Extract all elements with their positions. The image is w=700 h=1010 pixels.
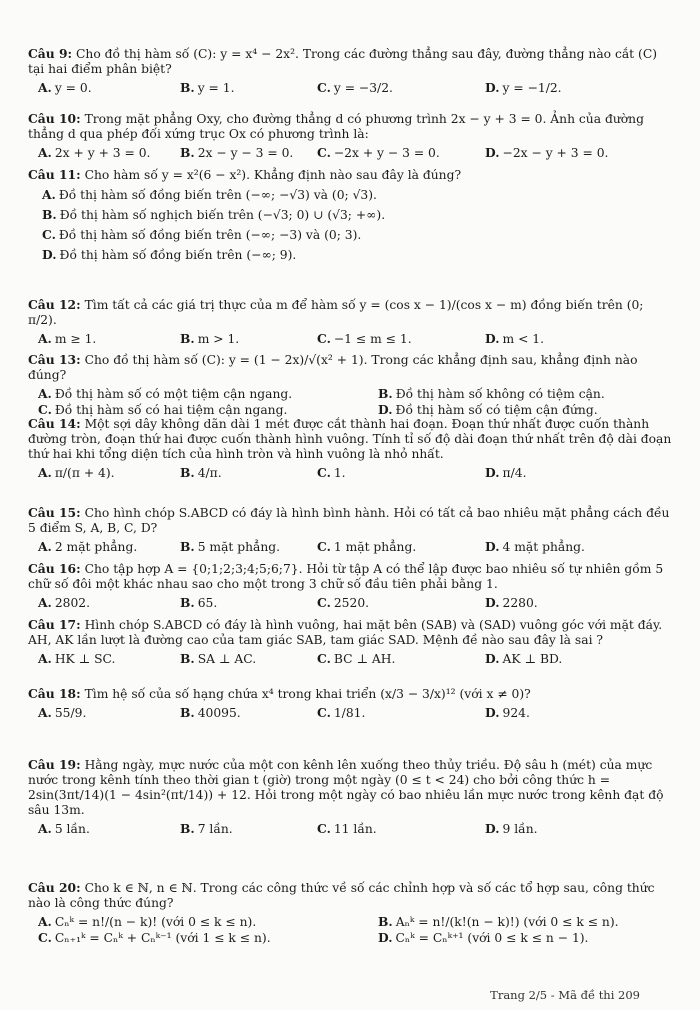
option-text: −1 ≤ m ≤ 1. [333,332,412,346]
option-text: 9 lần. [502,822,538,836]
answer-option[interactable] [485,821,673,837]
option-text: Cₙᵏ = Cₙᵏ⁺¹ (với 0 ≤ k ≤ n − 1). [395,931,589,945]
question-text: Cho k ∈ ℕ, n ∈ ℕ. Trong các công thức về số các chỉnh hợp và số các tổ hợp sau, công thức nào là công thức đúng? [28,881,655,910]
option-text: Đồ thị hàm số nghịch biến trên (−√3; 0) ∪ (√3; +∞). [59,208,386,222]
option-letter: B. [180,331,195,346]
answer-option[interactable] [317,595,485,611]
option-text: 4 mặt phẳng. [502,540,585,554]
answer-option[interactable] [317,705,485,721]
option-text: HK ⊥ SC. [54,652,116,666]
answer-option[interactable] [180,539,317,555]
option-letter: B. [42,207,57,222]
answer-option[interactable] [317,539,485,555]
question-stem [28,880,673,911]
option-text: 4/π. [197,466,222,480]
option-letter: A. [38,539,52,554]
question-text: Cho đồ thị hàm số (C): y = (1 − 2x)/√(x² + 1). Trong các khẳng định sau, khẳng định nào đúng? [28,353,638,382]
answer-option[interactable] [378,914,673,930]
question-stem [28,561,673,592]
answer-option[interactable] [42,187,673,203]
option-text: 1. [333,466,346,480]
question-13 [28,352,673,418]
answer-option[interactable] [180,651,317,667]
option-letter: B. [180,705,195,720]
question-text: Hình chóp S.ABCD có đáy là hình vuông, hai mặt bên (SAB) và (SAD) vuông góc với mặt đáy. AH, AK lần lượt là đường cao của tam giác SAB, tam giác SAD. Mệnh đề nào sau đây là sai ? [28,618,663,647]
option-letter: A. [38,80,52,95]
option-letter: C. [317,595,331,610]
question-text: Cho hàm số y = x²(6 − x²). Khẳng định nào sau đây là đúng? [84,168,462,182]
answer-option[interactable] [38,145,180,161]
option-text: m ≥ 1. [54,332,97,346]
answer-option[interactable] [38,331,180,347]
answer-options [28,821,673,837]
option-letter: C. [317,331,331,346]
question-15 [28,505,673,555]
answer-option[interactable] [42,247,673,263]
option-letter: D. [485,539,500,554]
answer-option[interactable] [38,595,180,611]
option-text: 2280. [502,596,538,610]
option-letter: D. [485,465,500,480]
option-letter: A. [38,465,52,480]
option-text: Cₙ₊₁ᵏ = Cₙᵏ + Cₙᵏ⁻¹ (với 1 ≤ k ≤ n). [54,931,271,945]
page-footer: Trang 2/5 - Mã đề thi 209 [490,988,640,1002]
answer-option[interactable] [485,705,673,721]
option-letter: B. [180,821,195,836]
answer-options [28,705,673,721]
option-letter: D. [485,651,500,666]
option-text: y = 0. [54,81,92,95]
answer-options [28,187,673,263]
question-stem [28,416,673,462]
answer-option[interactable] [38,386,378,402]
option-text: π/4. [502,466,527,480]
question-stem [28,297,673,328]
option-text: π/(π + 4). [54,466,115,480]
option-letter: A. [38,331,52,346]
answer-option[interactable] [317,331,485,347]
answer-option[interactable] [378,930,673,946]
option-text: AK ⊥ BD. [502,652,563,666]
option-text: Đồ thị hàm số đồng biến trên (−∞; −√3) và (0; √3). [58,188,377,202]
question-stem [28,111,673,142]
question-20 [28,880,673,946]
answer-option[interactable] [38,930,378,946]
option-letter: B. [180,145,195,160]
option-text: m > 1. [197,332,240,346]
option-letter: C. [317,80,331,95]
answer-option[interactable] [38,651,180,667]
option-letter: D. [42,247,57,262]
option-text: −2x + y − 3 = 0. [333,146,440,160]
option-text: 2x − y − 3 = 0. [197,146,294,160]
option-letter: B. [180,80,195,95]
option-letter: B. [180,595,195,610]
option-text: BC ⊥ AH. [333,652,396,666]
question-16 [28,561,673,611]
question-9 [28,46,673,96]
option-text: Đồ thị hàm số đồng biến trên (−∞; 9). [59,248,297,262]
answer-option[interactable] [317,821,485,837]
question-label: Câu 12: [28,297,81,312]
option-text: Đồ thị hàm số đồng biến trên (−∞; −3) và (0; 3). [58,228,362,242]
answer-option[interactable] [485,80,673,96]
answer-option[interactable] [180,595,317,611]
option-text: 5 lần. [54,822,90,836]
answer-option[interactable] [485,595,673,611]
option-letter: D. [378,930,393,945]
answer-option[interactable] [485,651,673,667]
question-17 [28,617,673,667]
answer-option[interactable] [42,207,673,223]
option-letter: A. [42,187,56,202]
answer-option[interactable] [180,465,317,481]
question-stem [28,46,673,77]
option-letter: A. [38,145,52,160]
option-letter: A. [38,821,52,836]
answer-options [28,386,673,418]
question-label: Câu 13: [28,352,81,367]
option-text: 1/81. [333,706,366,720]
question-label: Câu 18: [28,686,81,701]
question-label: Câu 17: [28,617,81,632]
question-text: Cho tập hợp A = {0;1;2;3;4;5;6;7}. Hỏi từ tập A có thể lập được bao nhiêu số tự nhiên gồm 5 chữ số đôi một khác nhau sao cho một trong 3 chữ số đầu tiên phải bằng 1. [28,562,664,591]
option-letter: C. [317,821,331,836]
option-letter: D. [485,331,500,346]
answer-option[interactable] [317,80,485,96]
option-text: 2x + y + 3 = 0. [54,146,151,160]
question-12 [28,297,673,347]
answer-option[interactable] [38,465,180,481]
question-stem [28,757,673,818]
option-text: 55/9. [54,706,87,720]
option-text: 2 mặt phẳng. [54,540,138,554]
question-stem [28,686,673,702]
answer-option[interactable] [485,539,673,555]
answer-options [28,331,673,347]
answer-option[interactable] [180,331,317,347]
option-text: −2x − y + 3 = 0. [502,146,609,160]
option-text: Đồ thị hàm số có một tiệm cận ngang. [54,387,293,401]
option-text: y = −3/2. [333,81,393,95]
question-stem [28,617,673,648]
option-letter: C. [317,705,331,720]
question-label: Câu 14: [28,416,81,431]
answer-option[interactable] [180,705,317,721]
option-text: 11 lần. [333,822,377,836]
answer-option[interactable] [38,705,180,721]
question-text: Tìm tất cả các giá trị thực của m để hàm số y = (cos x − 1)/(cos x − m) đồng biến trên (0; π/2). [28,298,644,327]
option-letter: D. [485,80,500,95]
option-letter: D. [378,402,393,417]
option-text: Aₙᵏ = n!/(k!(n − k)!) (với 0 ≤ k ≤ n). [395,915,619,929]
question-label: Câu 20: [28,880,81,895]
option-letter: C. [317,539,331,554]
option-text: 924. [502,706,530,720]
question-text: Cho đồ thị hàm số (C): y = x⁴ − 2x². Trong các đường thẳng sau đây, đường thẳng nào cắt (C) tại hai điểm phân biệt? [28,47,658,76]
answer-option[interactable] [38,80,180,96]
question-text: Trong mặt phẳng Oxy, cho đường thẳng d có phương trình 2x − y + 3 = 0. Ảnh của đường thẳng d qua phép đối xứng trục Ox có phương trình là: [28,112,644,141]
question-label: Câu 9: [28,46,73,61]
option-text: 2802. [54,596,91,610]
question-label: Câu 16: [28,561,81,576]
option-text: SA ⊥ AC. [197,652,257,666]
answer-option[interactable] [38,539,180,555]
option-letter: C. [317,465,331,480]
option-letter: B. [378,386,393,401]
option-letter: B. [378,914,393,929]
question-text: Hằng ngày, mực nước của một con kênh lên xuống theo thủy triều. Độ sâu h (mét) của mực nước trong kênh tính theo thời gian t (giờ) trong một ngày (0 ≤ t < 24) cho bởi công thức h = 2sin(3πt/14)(1 − 4sin²(πt/14)) + 12. Hỏi trong một ngày có bao nhiêu lần mực nước trong kênh đạt độ sâu 13m. [28,758,664,817]
question-text: Một sợi dây không dãn dài 1 mét được cắt thành hai đoạn. Đoạn thứ nhất được cuốn thành đường tròn, đoạn thứ hai được cuốn thành hình vuông. Tính tỉ số độ dài đoạn thứ nhất trên độ dài đoạn thứ hai khi tổng diện tích của hình tròn và hình vuông là nhỏ nhất. [28,417,672,461]
option-text: 2520. [333,596,370,610]
question-label: Câu 10: [28,111,81,126]
answer-option[interactable] [38,914,378,930]
question-stem [28,505,673,536]
answer-option[interactable] [378,386,673,402]
option-letter: B. [180,465,195,480]
option-letter: A. [38,595,52,610]
option-letter: A. [38,386,52,401]
answer-option[interactable] [180,821,317,837]
option-text: 1 mặt phẳng. [333,540,417,554]
option-letter: B. [180,651,195,666]
answer-options [28,80,673,96]
question-10 [28,111,673,161]
answer-options [28,145,673,161]
answer-options [28,539,673,555]
answer-options [28,651,673,667]
option-letter: C. [317,145,331,160]
answer-option[interactable] [485,331,673,347]
answer-option[interactable] [42,227,673,243]
option-text: y = 1. [197,81,235,95]
option-text: Đồ thị hàm số có hai tiệm cận ngang. [54,403,288,417]
question-stem [28,352,673,383]
question-label: Câu 19: [28,757,81,772]
answer-option[interactable] [317,465,485,481]
answer-option[interactable] [180,145,317,161]
question-18 [28,686,673,721]
option-letter: C. [38,402,52,417]
question-14 [28,416,673,481]
option-letter: C. [42,227,56,242]
answer-option[interactable] [485,145,673,161]
option-text: Đồ thị hàm số có tiệm cận đứng. [395,403,598,417]
answer-options [28,465,673,481]
answer-options [28,595,673,611]
answer-option[interactable] [38,821,180,837]
option-text: 65. [197,596,218,610]
option-letter: C. [38,930,52,945]
option-text: Cₙᵏ = n!/(n − k)! (với 0 ≤ k ≤ n). [54,915,257,929]
question-label: Câu 11: [28,167,81,182]
answer-option[interactable] [317,145,485,161]
option-letter: C. [317,651,331,666]
option-letter: A. [38,705,52,720]
option-letter: D. [485,705,500,720]
option-letter: A. [38,914,52,929]
question-text: Tìm hệ số của số hạng chứa x⁴ trong khai triển (x/3 − 3/x)¹² (với x ≠ 0)? [84,687,531,701]
option-text: Đồ thị hàm số không có tiệm cận. [395,387,605,401]
option-text: 7 lần. [197,822,233,836]
answer-option[interactable] [317,651,485,667]
answer-options [28,914,673,946]
question-19 [28,757,673,837]
option-text: 40095. [197,706,241,720]
option-letter: D. [485,821,500,836]
answer-option[interactable] [180,80,317,96]
option-text: m < 1. [502,332,545,346]
question-label: Câu 15: [28,505,81,520]
option-letter: A. [38,651,52,666]
option-letter: D. [485,595,500,610]
question-11 [28,167,673,267]
option-letter: B. [180,539,195,554]
question-stem [28,167,673,183]
answer-option[interactable] [485,465,673,481]
question-text: Cho hình chóp S.ABCD có đáy là hình bình hành. Hỏi có tất cả bao nhiêu mặt phẳng cách đều 5 điểm S, A, B, C, D? [28,506,670,535]
option-text: 5 mặt phẳng. [197,540,281,554]
option-letter: D. [485,145,500,160]
option-text: y = −1/2. [502,81,562,95]
